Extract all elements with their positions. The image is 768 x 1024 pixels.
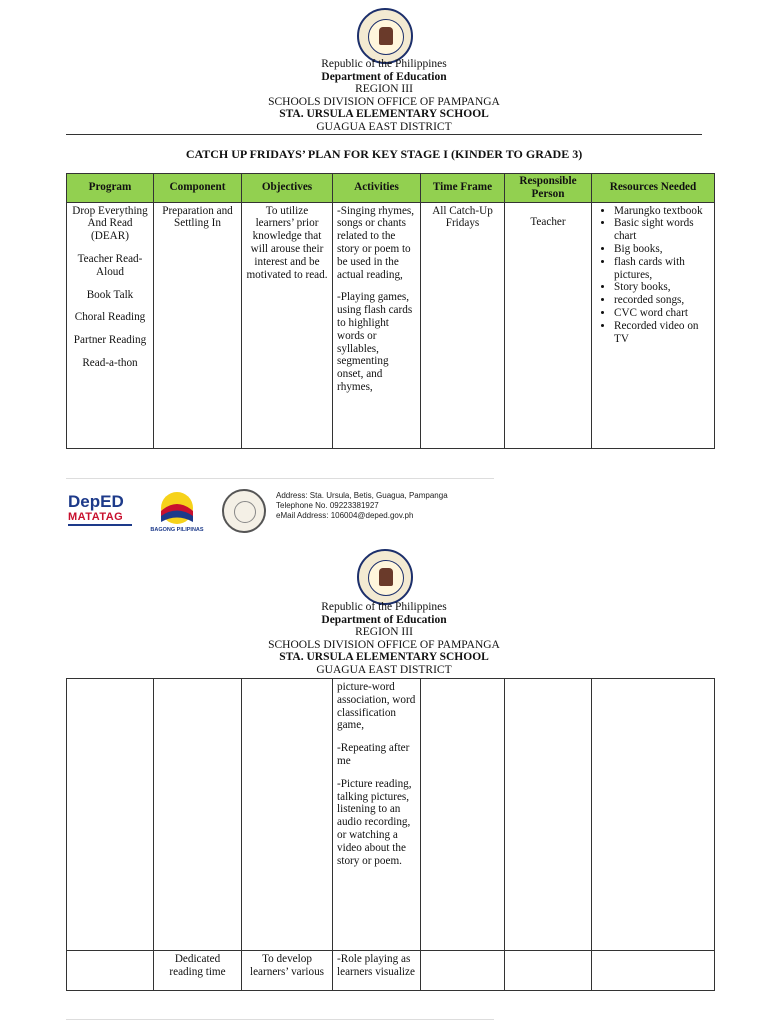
header-program: Program: [67, 174, 154, 203]
header-responsible-person: Responsible Person: [505, 174, 592, 203]
objectives-cell: To utilize learners’ prior knowledge that will arouse their interest and be motivated to read.: [242, 202, 333, 448]
footer-divider: [66, 1019, 494, 1020]
activities-cell: [333, 202, 421, 448]
resource-item: • Marungko textbook: [614, 205, 710, 218]
division-line: SCHOOLS DIVISION OFFICE OF PAMPANGA: [268, 638, 500, 651]
school-line: STA. URSULA ELEMENTARY SCHOOL: [279, 651, 489, 664]
table-row: [67, 679, 715, 951]
division-line: SCHOOLS DIVISION OFFICE OF PAMPANGA: [268, 95, 500, 108]
header-resources: Resources Needed: [592, 174, 715, 203]
table-header-row: [67, 174, 715, 203]
resources-cell: [592, 679, 715, 951]
component-cell: [154, 679, 242, 951]
responsible-text: Teacher: [530, 215, 566, 228]
time-frame-cell: [421, 679, 505, 951]
resources-cell: [592, 951, 715, 991]
activity-item: -Playing games, using flash cards to highlight words or syllables, segmenting onset, and rhymes,: [337, 291, 413, 393]
time-frame-cell: [421, 951, 505, 991]
activity-item: picture-word association, word classification game,: [337, 681, 416, 732]
activity-item: -Repeating after me: [337, 742, 410, 767]
deped-seal-logo: [357, 8, 413, 64]
header-objectives: Objectives: [242, 174, 333, 203]
program-cell: [67, 679, 154, 951]
header-component: Component: [154, 174, 242, 203]
table-row: [67, 202, 715, 448]
table-row: [67, 951, 715, 991]
department-line: Department of Education: [321, 70, 447, 83]
district-line: GUAGUA EAST DISTRICT: [316, 120, 452, 133]
activity-item: -Singing rhymes, songs or chants related to the story or poem to be used in the actual reading,: [337, 204, 415, 281]
region-line: REGION III: [355, 626, 413, 639]
program-item: Drop Everything And Read (DEAR): [72, 204, 148, 243]
responsible-cell: [505, 679, 592, 951]
deped-seal-logo: [357, 549, 413, 605]
resources-list: [596, 205, 710, 346]
republic-line: Republic of the Philippines: [321, 58, 447, 70]
plan-title: CATCH UP FRIDAYS’ PLAN FOR KEY STAGE I (KINDER TO GRADE 3): [185, 147, 583, 161]
address-line: Address: Sta. Ursula, Betis, Guagua, Pampanga: [276, 491, 448, 500]
activity-item: -Picture reading, talking pictures, listening to an audio recording, or watching a video about the story or poem.: [337, 777, 412, 867]
activities-cell: [333, 679, 421, 951]
bagong-pilipinas-text: BAGONG PILIPINAS: [150, 527, 204, 533]
program-cell: [67, 951, 154, 991]
responsible-cell: [505, 202, 592, 448]
header-time-frame: Time Frame: [421, 174, 505, 203]
resource-item: • Big books,: [614, 243, 710, 256]
header-activities: Activities: [333, 174, 421, 203]
activities-cell: -Role playing as learners visualize: [333, 951, 421, 991]
resource-item: • flash cards with pictures,: [614, 256, 710, 282]
component-cell: Dedicated reading time: [154, 951, 242, 991]
program-cell: [67, 202, 154, 448]
letterhead: [0, 601, 768, 677]
plan-table-page-1: [66, 173, 715, 449]
resource-item: • Basic sight words chart: [614, 217, 710, 243]
deped-logo-text: DepED: [68, 492, 124, 511]
school-line: STA. URSULA ELEMENTARY SCHOOL: [279, 108, 489, 121]
matatag-logo-text: MATATAG: [68, 511, 124, 523]
department-line: Department of Education: [321, 613, 447, 626]
school-seal-logo: [222, 489, 266, 533]
program-item: Book Talk: [86, 288, 134, 301]
resource-item: • Story books,: [614, 281, 710, 294]
footer-divider: [66, 478, 494, 479]
contact-info: [276, 491, 448, 521]
resources-cell: [592, 202, 715, 448]
resource-item: • Recorded video on TV: [614, 320, 710, 346]
resource-item: • recorded songs,: [614, 294, 710, 307]
deped-matatag-logo: [68, 493, 134, 531]
program-item: Partner Reading: [73, 334, 147, 347]
objectives-cell: [242, 679, 333, 951]
responsible-cell: [505, 951, 592, 991]
letterhead: [0, 58, 768, 134]
email-line: eMail Address: 106004@deped.gov.ph: [276, 511, 414, 520]
time-frame-cell: All Catch-Up Fridays: [421, 202, 505, 448]
program-item: Choral Reading: [74, 311, 146, 324]
objectives-cell: To develop learners’ various: [242, 951, 333, 991]
telephone-line: Telephone No. 09223381927: [276, 501, 379, 510]
resource-item: • CVC word chart: [614, 307, 710, 320]
plan-table-page-2: [66, 678, 715, 991]
district-line: GUAGUA EAST DISTRICT: [316, 663, 452, 676]
component-cell: Preparation and Settling In: [154, 202, 242, 448]
region-line: REGION III: [355, 83, 413, 96]
header-divider: [66, 134, 702, 135]
republic-line: Republic of the Philippines: [321, 601, 447, 613]
program-item: Teacher Read-Aloud: [77, 252, 143, 278]
program-item: Read-a-thon: [82, 356, 138, 369]
bagong-pilipinas-logo: [144, 489, 210, 533]
